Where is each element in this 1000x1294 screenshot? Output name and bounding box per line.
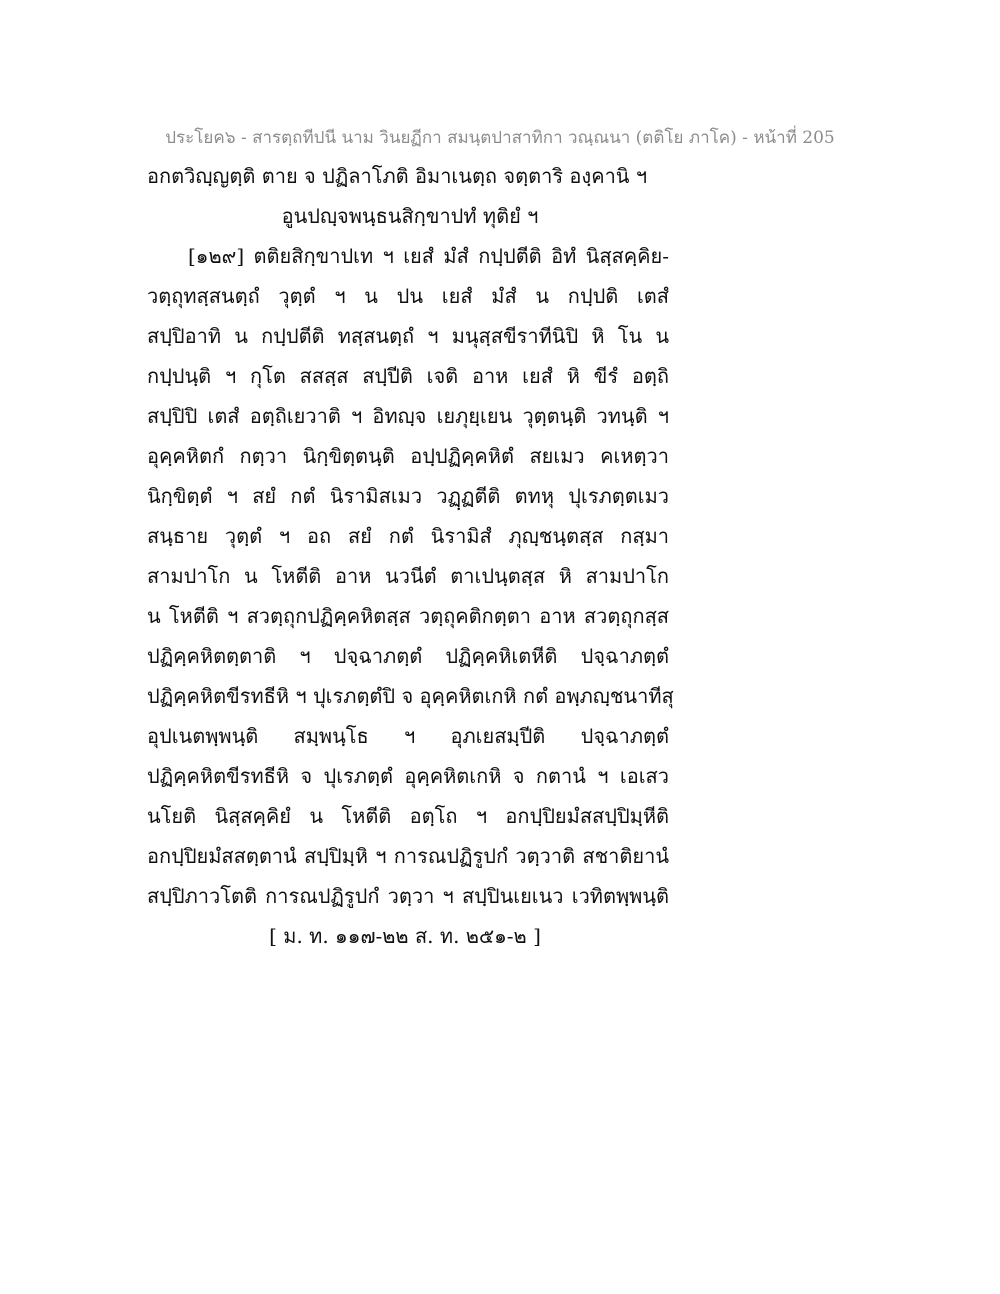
paragraph-line: กปฺปนฺติ ฯ กุโต สสสฺส สปฺปีติ เจติ อาห เยสํ หิ ขีรํ อตฺถิ: [147, 364, 670, 388]
paragraph-line: น โหตีติ ฯ สวตฺถุกปฏิคฺคหิตสฺส วตฺถุคติกตฺตา อาห สวตฺถุกสฺส: [147, 604, 669, 628]
paragraph-line: นโยติ นิสฺสคฺคิยํ น โหตีติ อตฺโถ ฯ อกปฺปิยมํสสปฺปิมฺหีติ: [147, 804, 669, 828]
reference-citation: [ ม. ท. ๑๑๗-๒๒ ส. ท. ๒๕๑-๒ ]: [269, 924, 541, 948]
paragraph-line: วตฺถุทสฺสนตฺถํ วุตฺตํ ฯ น ปน เยสํ มํสํ น กปฺปติ เตสํ: [147, 284, 669, 308]
paragraph-line: นิกฺขิตฺตํ ฯ สยํ กตํ นิรามิสเมว วฏฺฏตีติ ตทหุ ปุเรภตฺตเมว: [147, 484, 669, 508]
paragraph-line: ปฏิคฺคหิตขีรทธีหิ ฯ ปุเรภตฺตํปิ จ อุคฺคหิตเกหิ กตํ อพฺภญฺชนาทีสุ: [147, 684, 674, 708]
paragraph-line: อุคฺคหิตกํ กตฺวา นิกฺขิตฺตนฺติ อปฺปฏิคฺคหิตํ สยเมว คเหตฺวา: [147, 444, 669, 468]
paragraph-line: ปฏิคฺคหิตตฺตาติ ฯ ปจฺฉาภตฺตํ ปฏิคฺคหิเตหีติ ปจฺฉาภตฺตํ: [147, 644, 669, 668]
paragraph-line: สปฺปิปิ เตสํ อตฺถิเยวาติ ฯ อิทญฺจ เยภุยฺเยน วุตฺตนฺติ วทนฺติ ฯ: [147, 404, 669, 428]
paragraph-line: อุปเนตพฺพนฺติ สมฺพนฺโธ ฯ อุภเยสมฺปีติ ปจฺฉาภตฺตํ: [147, 724, 669, 748]
paragraph-line: สนฺธาย วุตฺตํ ฯ อถ สยํ กตํ นิรามิสํ ภุญฺชนฺตสฺส กสฺมา: [147, 524, 669, 548]
paragraph-line: ปฏิคฺคหิตขีรทธีหิ จ ปุเรภตฺตํ อุคฺคหิตเกหิ จ กตานํ ฯ เอเสว: [147, 764, 669, 788]
paragraph-line: สามปาโก น โหตีติ อาห นวนีตํ ตาเปนฺตสฺส หิ สามปาโก: [147, 564, 669, 588]
section-title: อูนปญฺจพนฺธนสิกฺขาปทํ ทุติยํ ฯ: [281, 204, 539, 228]
paragraph-line: อกปฺปิยมํสสตฺตานํ สปฺปิมฺหิ ฯ การณปฏิรูปกํ วตฺวาติ สชาติยานํ: [147, 844, 669, 868]
paragraph-line: สปฺปิภาวโตติ การณปฏิรูปกํ วตฺวา ฯ สปฺปินเยเนว เวทิตพฺพนฺติ: [147, 884, 669, 908]
paragraph-line: [๑๒๙] ตติยสิกฺขาปเท ฯ เยสํ มํสํ กปฺปตีติ อิทํ นิสฺสคฺคิย-: [188, 244, 669, 268]
paragraph-line: สปฺปิอาทิ น กปฺปตีติ ทสฺสนตฺถํ ฯ มนุสฺสขีราทีนิปิ หิ โน น: [147, 324, 669, 348]
opening-line: อกตวิญฺญตฺติ ตาย จ ปฏิลาโภติ อิมาเนตฺถ จตฺตาริ องฺคานิ ฯ: [147, 164, 648, 188]
page-header: ประโยค๖ - สารตฺถทีปนี นาม วินยฏีกา สมนฺตปาสาทิกา วณฺณนา (ตติโย ภาโค) - หน้าที่ 205: [165, 128, 835, 148]
